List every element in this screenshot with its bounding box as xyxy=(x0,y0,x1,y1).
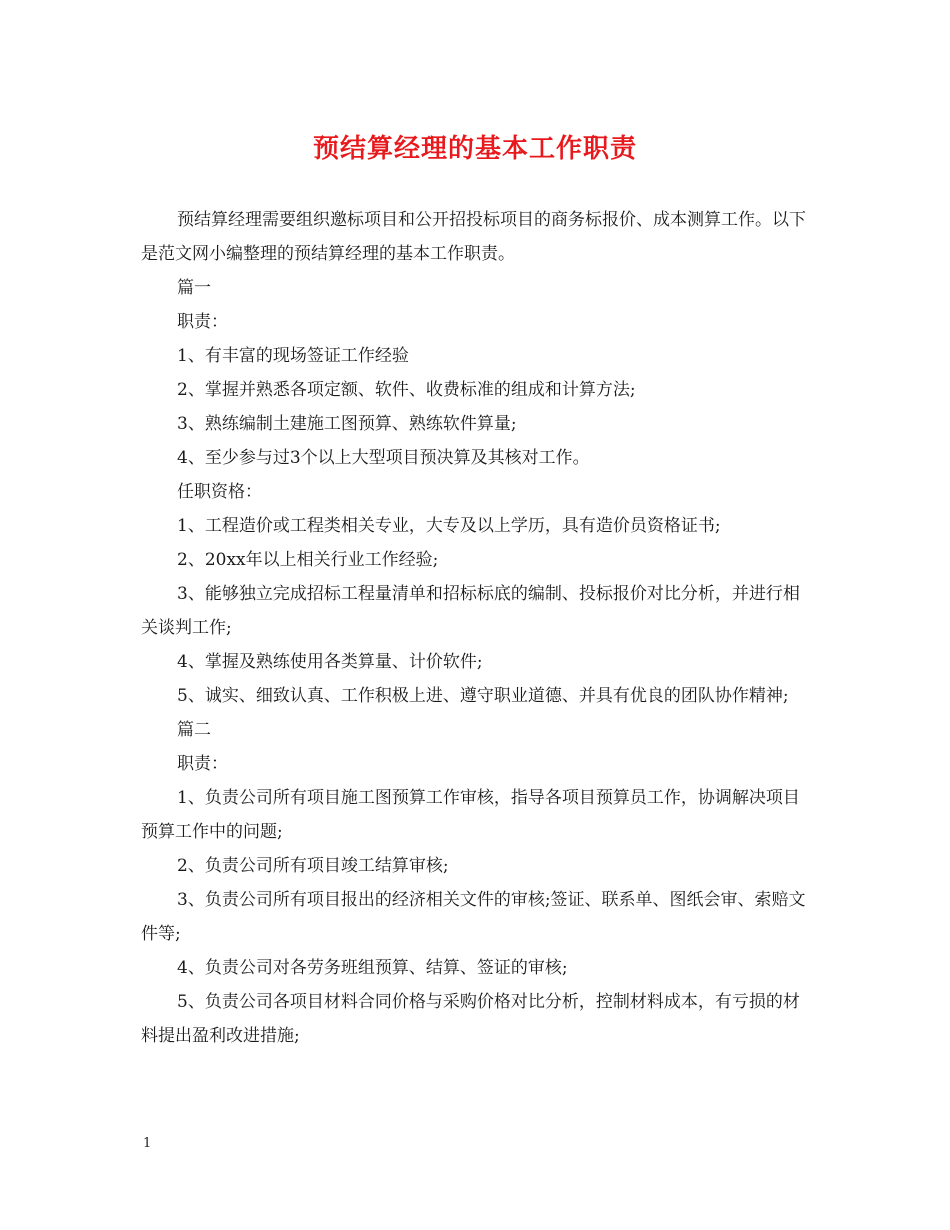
list-item: 5、负责公司各项目材料合同价格与采购价格对比分析，控制材料成本，有亏损的材料提出盈利改进措施; xyxy=(141,992,800,1046)
page-number: 1 xyxy=(143,1136,152,1151)
list-item: 1、工程造价或工程类相关专业，大专及以上学历，具有造价员资格证书; xyxy=(177,516,721,536)
list-item: 4、负责公司对各劳务班组预算、结算、签证的审核; xyxy=(177,958,568,978)
document-body xyxy=(141,203,811,1053)
section-heading-part-one: 篇一 xyxy=(177,278,211,298)
list-item: 1、负责公司所有项目施工图预算工作审核，指导各项目预算员工作，协调解决项目预算工作中的问题; xyxy=(141,788,800,842)
list-item: 5、诚实、细致认真、工作积极上进、遵守职业道德、并具有优良的团队协作精神; xyxy=(177,686,789,706)
list-item: 3、熟练编制土建施工图预算、熟练软件算量; xyxy=(177,414,517,434)
list-item: 1、有丰富的现场签证工作经验 xyxy=(177,346,409,366)
list-item: 4、掌握及熟练使用各类算量、计价软件; xyxy=(177,652,483,672)
list-item: 2、负责公司所有项目竣工结算审核; xyxy=(177,856,449,876)
duties-heading: 职责： xyxy=(177,312,228,332)
list-item: 2、掌握并熟悉各项定额、软件、收费标准的组成和计算方法; xyxy=(177,380,636,400)
intro-paragraph: 预结算经理需要组织邀标项目和公开招投标项目的商务标报价、成本测算工作。以下是范文网小编整理的预结算经理的基本工作职责。 xyxy=(141,210,806,264)
list-item: 2、20xx年以上相关行业工作经验; xyxy=(177,550,439,570)
list-item: 3、负责公司所有项目报出的经济相关文件的审核;签证、联系单、图纸会审、索赔文件等; xyxy=(141,890,806,944)
page-title: 预结算经理的基本工作职责 xyxy=(312,134,637,164)
list-item: 4、至少参与过3个以上大型项目预决算及其核对工作。 xyxy=(177,448,590,468)
duties-heading: 职责： xyxy=(177,754,228,774)
section-heading-part-two: 篇二 xyxy=(177,720,211,740)
list-item: 3、能够独立完成招标工程量清单和招标标底的编制、投标报价对比分析，并进行相关谈判工作; xyxy=(141,584,800,638)
qualifications-heading: 任职资格： xyxy=(177,482,262,502)
